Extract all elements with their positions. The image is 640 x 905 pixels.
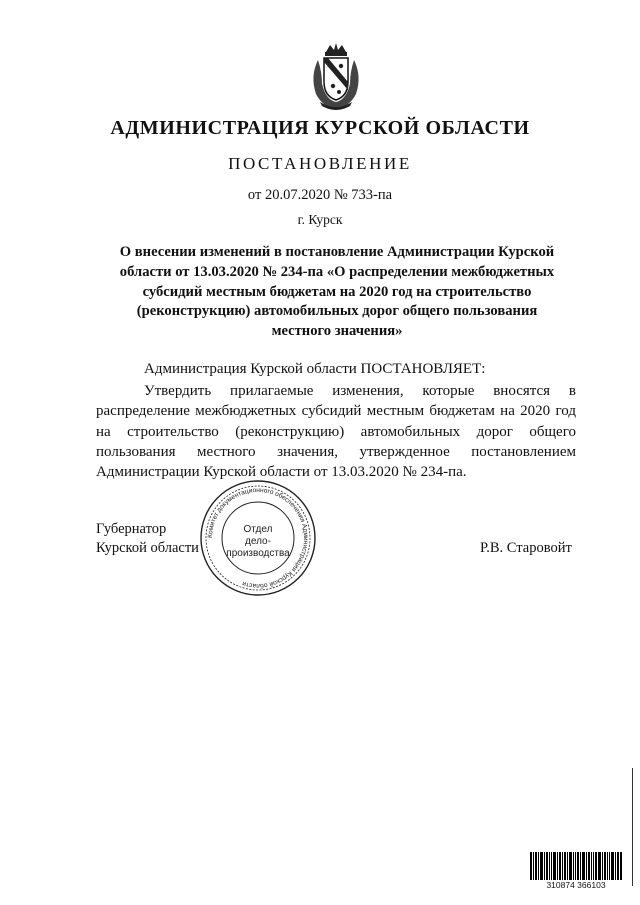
preamble: Администрация Курской области ПОСТАНОВЛЯЕТ: xyxy=(144,361,486,377)
scan-edge-line xyxy=(632,768,633,886)
signatory-title-line2: Курской области xyxy=(96,540,199,556)
signatory-title xyxy=(96,520,199,558)
document-date-number: от 20.07.2020 № 733-па xyxy=(247,187,393,203)
stamp-ring-text: Комитет документационного обеспечения Администрации Курской области xyxy=(206,486,310,590)
stamp-center-line3: производства xyxy=(226,548,290,559)
signatory-name: Р.В. Старовойт xyxy=(480,540,572,556)
document-city: г. Курск xyxy=(297,212,343,227)
document-subject: О внесении изменений в постановление Администрации Курской области от 13.03.2020 № 234-па «О распределении межбюджетных субсидий местным бюджетам на 2020 год на строительство (реконструкцию) автомобильных дорог общего пользования местного значения» xyxy=(119,244,555,340)
stamp-center-line1: Отдел xyxy=(243,524,273,535)
document-type: ПОСТАНОВЛЕНИЕ xyxy=(228,154,412,173)
stamp-center-line2: дело- xyxy=(245,536,271,547)
coat-of-arms-emblem xyxy=(306,42,366,112)
signatory-title-line1: Губернатор xyxy=(96,521,167,537)
barcode-number: 310874 366103 xyxy=(530,880,622,890)
official-stamp xyxy=(198,478,318,598)
organization-title: АДМИНИСТРАЦИЯ КУРСКОЙ ОБЛАСТИ xyxy=(110,117,530,139)
body-paragraph: Утвердить прилагаемые изменения, которые вносятся в распределение межбюджетных субсидий местным бюджетам на 2020 год на строительство (реконструкцию) автомобильных дорог общего пользования местного значения, утвержденное постановлением Администрации Курской области от 13.03.2020 № 234-па. xyxy=(96,383,576,481)
